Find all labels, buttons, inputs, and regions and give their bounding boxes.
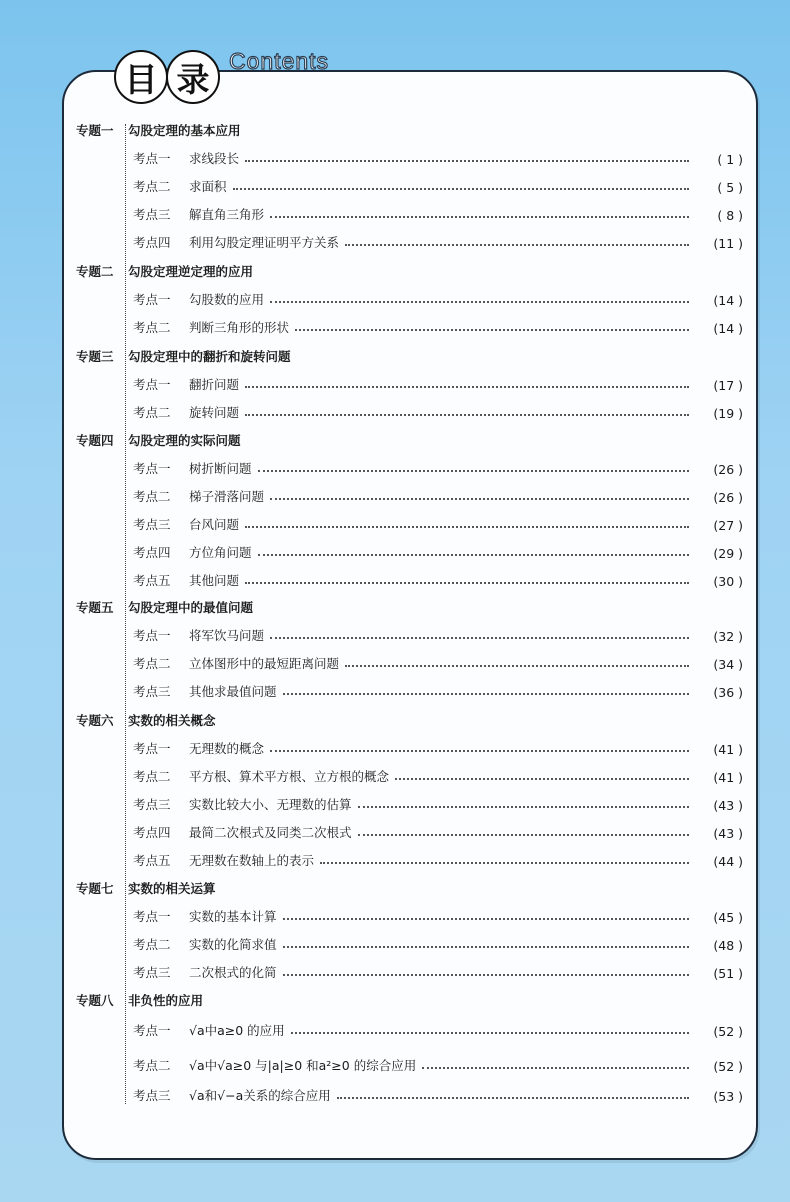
page-number: (43 )	[713, 826, 743, 841]
topic-number: 专题三	[76, 349, 114, 364]
leader-dots	[245, 582, 689, 584]
page-number: (41 )	[713, 742, 743, 757]
leader-dots	[345, 244, 689, 246]
page-number: ( 8 )	[717, 208, 743, 223]
leader-dots	[320, 862, 689, 864]
topic-title: 勾股定理的实际问题	[128, 433, 241, 448]
page-number: (43 )	[713, 798, 743, 813]
leader-dots	[245, 414, 689, 416]
entry-point-label: 考点三	[133, 965, 171, 980]
topic-heading[interactable]	[76, 711, 216, 729]
topic-number: 专题二	[76, 264, 114, 279]
topic-number: 专题四	[76, 433, 114, 448]
toc-entry[interactable]	[133, 373, 743, 393]
leader-dots	[283, 693, 689, 695]
leader-dots	[345, 665, 689, 667]
entry-point-label: 考点一	[133, 377, 171, 392]
topic-number: 专题一	[76, 123, 114, 138]
entry-title: 梯子滑落问题	[189, 489, 265, 504]
leader-dots	[245, 526, 689, 528]
page-number: (52 )	[713, 1059, 743, 1074]
page-number: ( 5 )	[717, 180, 743, 195]
leader-dots	[291, 1032, 689, 1034]
topic-number: 专题六	[76, 713, 114, 728]
leader-dots	[258, 554, 689, 556]
title-char-mu: 目	[114, 50, 168, 104]
entry-title: 勾股数的应用	[189, 292, 265, 307]
leader-dots	[358, 834, 689, 836]
page-number: (19 )	[713, 406, 743, 421]
page-number: (14 )	[713, 321, 743, 336]
entry-title: 平方根、算术平方根、立方根的概念	[189, 769, 390, 784]
page-number: (26 )	[713, 462, 743, 477]
toc-entry[interactable]	[133, 849, 743, 869]
topic-title: 实数的相关运算	[128, 881, 216, 896]
entry-point-label: 考点二	[133, 937, 171, 952]
entry-title: 判断三角形的形状	[189, 320, 290, 335]
entry-title: 求线段长	[189, 151, 240, 166]
entry-point-label: 考点五	[133, 853, 171, 868]
toc-entry[interactable]	[133, 401, 743, 421]
entry-point-label: 考点一	[133, 151, 171, 166]
toc-entry[interactable]	[133, 288, 743, 308]
entry-point-label: 考点三	[133, 684, 171, 699]
page-number: (48 )	[713, 938, 743, 953]
leader-dots	[258, 470, 689, 472]
page-number: ( 1 )	[717, 152, 743, 167]
toc-entry[interactable]	[133, 737, 743, 757]
entry-title: √a中a≥0 的应用	[189, 1023, 285, 1038]
entry-point-label: 考点三	[133, 797, 171, 812]
entry-point-label: 考点三	[133, 517, 171, 532]
entry-title: 实数的化简求值	[189, 937, 277, 952]
topic-title: 勾股定理的基本应用	[128, 123, 241, 138]
leader-dots	[337, 1097, 689, 1099]
page-number: (29 )	[713, 546, 743, 561]
topic-title: 非负性的应用	[128, 993, 204, 1008]
entry-point-label: 考点三	[133, 207, 171, 222]
leader-dots	[270, 637, 689, 639]
entry-point-label: 考点一	[133, 741, 171, 756]
toc-entry[interactable]	[133, 961, 743, 981]
entry-point-label: 考点一	[133, 628, 171, 643]
toc-entry[interactable]	[133, 624, 743, 644]
leader-dots	[283, 946, 689, 948]
entry-title: 旋转问题	[189, 405, 240, 420]
entry-title: 解直角三角形	[189, 207, 265, 222]
page-number: (27 )	[713, 518, 743, 533]
entry-point-label: 考点三	[133, 1088, 171, 1103]
topic-title: 勾股定理逆定理的应用	[128, 264, 254, 279]
entry-point-label: 考点一	[133, 1023, 171, 1038]
toc-entry[interactable]	[133, 513, 743, 533]
entry-title: 方位角问题	[189, 545, 252, 560]
entry-point-label: 考点四	[133, 825, 171, 840]
entry-point-label: 考点五	[133, 573, 171, 588]
page-number: (30 )	[713, 574, 743, 589]
topic-number: 专题五	[76, 600, 114, 615]
leader-dots	[283, 918, 689, 920]
leader-dots	[270, 216, 689, 218]
entry-title: 立体图形中的最短距离问题	[189, 656, 340, 671]
toc-entry[interactable]	[133, 147, 743, 167]
topic-heading[interactable]	[76, 598, 253, 616]
toc-entry[interactable]	[133, 1054, 743, 1074]
leader-dots	[422, 1067, 689, 1069]
toc-entry[interactable]	[133, 485, 743, 505]
page-number: (51 )	[713, 966, 743, 981]
toc-entry[interactable]	[133, 231, 743, 251]
toc-entry[interactable]	[133, 541, 743, 561]
page-number: (41 )	[713, 770, 743, 785]
toc-entry[interactable]	[133, 652, 743, 672]
leader-dots	[245, 160, 689, 162]
page-number: (45 )	[713, 910, 743, 925]
leader-dots	[295, 329, 689, 331]
entry-point-label: 考点一	[133, 461, 171, 476]
toc-entry[interactable]	[133, 821, 743, 841]
topic-number: 专题八	[76, 993, 114, 1008]
leader-dots	[395, 778, 689, 780]
topic-heading[interactable]	[76, 121, 241, 139]
page-number: (52 )	[713, 1024, 743, 1039]
page-number: (36 )	[713, 685, 743, 700]
entry-point-label: 考点二	[133, 179, 171, 194]
leader-dots	[245, 386, 689, 388]
leader-dots	[270, 498, 689, 500]
entry-title: 实数的基本计算	[189, 909, 277, 924]
page-number: (34 )	[713, 657, 743, 672]
entry-title: 实数比较大小、无理数的估算	[189, 797, 352, 812]
toc-entry[interactable]	[133, 680, 743, 700]
topic-title: 实数的相关概念	[128, 713, 216, 728]
entry-title: 二次根式的化简	[189, 965, 277, 980]
entry-point-label: 考点二	[133, 769, 171, 784]
leader-dots	[358, 806, 689, 808]
toc-entry[interactable]	[133, 1019, 743, 1039]
leader-dots	[233, 188, 689, 190]
entry-point-label: 考点二	[133, 489, 171, 504]
page-number: (17 )	[713, 378, 743, 393]
toc-entry[interactable]	[133, 765, 743, 785]
entry-title: 树折断问题	[189, 461, 252, 476]
entry-point-label: 考点四	[133, 235, 171, 250]
toc-entry[interactable]	[133, 316, 743, 336]
page-number: (53 )	[713, 1089, 743, 1104]
entry-point-label: 考点二	[133, 320, 171, 335]
page-number: (44 )	[713, 854, 743, 869]
page-number: (26 )	[713, 490, 743, 505]
entry-title: 求面积	[189, 179, 227, 194]
entry-title: 将军饮马问题	[189, 628, 265, 643]
toc-entry[interactable]	[133, 793, 743, 813]
entry-title: 无理数的概念	[189, 741, 265, 756]
entry-title: 最简二次根式及同类二次根式	[189, 825, 352, 840]
entry-point-label: 考点一	[133, 292, 171, 307]
leader-dots	[270, 750, 689, 752]
entry-title: 翻折问题	[189, 377, 240, 392]
topic-heading[interactable]	[76, 347, 291, 365]
topic-title: 勾股定理中的最值问题	[128, 600, 254, 615]
toc-entry[interactable]	[133, 933, 743, 953]
toc-entry[interactable]	[133, 905, 743, 925]
topic-title: 勾股定理中的翻折和旋转问题	[128, 349, 291, 364]
entry-point-label: 考点四	[133, 545, 171, 560]
entry-title: 台风问题	[189, 517, 240, 532]
entry-title: 利用勾股定理证明平方关系	[189, 235, 340, 250]
toc-entry[interactable]	[133, 569, 743, 589]
leader-dots	[270, 301, 689, 303]
toc-entry[interactable]	[133, 175, 743, 195]
topic-heading[interactable]	[76, 879, 216, 897]
toc-entry[interactable]	[133, 457, 743, 477]
entry-title: 其他问题	[189, 573, 240, 588]
leader-dots	[283, 974, 689, 976]
entry-point-label: 考点二	[133, 656, 171, 671]
contents-word: Contents	[229, 48, 330, 74]
page-number: (11 )	[713, 236, 743, 251]
entry-point-label: 考点二	[133, 405, 171, 420]
toc-entry[interactable]	[133, 1084, 743, 1104]
topic-heading[interactable]	[76, 431, 241, 449]
topic-heading[interactable]	[76, 991, 203, 1009]
toc-entry[interactable]	[133, 203, 743, 223]
entry-title: 无理数在数轴上的表示	[189, 853, 315, 868]
entry-title: √a和√−a关系的综合应用	[189, 1088, 331, 1103]
entry-point-label: 考点一	[133, 909, 171, 924]
entry-point-label: 考点二	[133, 1058, 171, 1073]
entry-title: √a中√a≥0 与|a|≥0 和a²≥0 的综合应用	[189, 1058, 417, 1073]
entry-title: 其他求最值问题	[189, 684, 277, 699]
title-char-lu: 录	[166, 50, 220, 104]
topic-heading[interactable]	[76, 262, 253, 280]
topic-number: 专题七	[76, 881, 114, 896]
page-number: (14 )	[713, 293, 743, 308]
page-number: (32 )	[713, 629, 743, 644]
